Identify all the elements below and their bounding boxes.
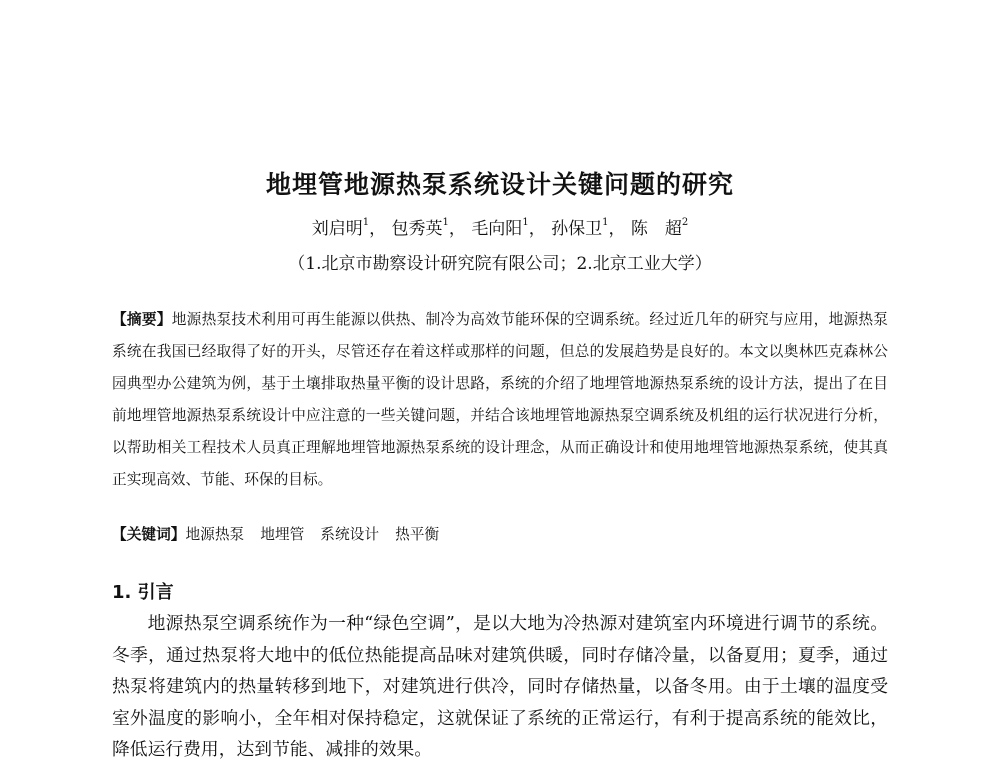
- author-affiliation-mark: 1: [522, 217, 529, 229]
- body-paragraph: 地源热泵空调系统作为一种“绿色空调”，是以大地为冷热源对建筑室内环境进行调节的系统。冬季，通过热泵将大地中的低位热能提高品味对建筑供暖，同时存储冷量，以备夏用；夏季，通过热泵将建筑内的热量转移到地下，对建筑进行供冷，同时存储热量，以备冬用。由于土壤的温度受室外温度的影响小，全年相对保持稳定，这就保证了系统的正常运行，有利于提高系统的能效比，降低运行费用，达到节能、减排的效果。: [112, 613, 888, 760]
- abstract-text: 地源热泵技术利用可再生能源以供热、制冷为高效节能环保的空调系统。经过近几年的研究与应用，地源热泵系统在我国已经取得了好的开头，尽管还存在着这样或那样的问题，但总的发展趋势是良好的。本文以奥林匹克森林公园典型办公建筑为例，基于土壤排取热量平衡的设计思路，系统的介绍了地埋管地源热泵系统的设计方法，提出了在目前地埋管地源热泵系统设计中应注意的一些关键问题，并结合该地埋管地源热泵空调系统及机组的运行状况进行分析，以帮助相关工程技术人员真正理解地埋管地源热泵系统的设计理念，从而正确设计和使用地埋管地源热泵系统，使其真正实现高效、节能、环保的目标。: [112, 311, 888, 488]
- abstract: [112, 304, 888, 496]
- author-name: 包秀英: [391, 219, 443, 239]
- keyword: 热平衡: [395, 526, 440, 543]
- author-affiliation-mark: 1: [602, 217, 609, 229]
- abstract-label: 【摘要】: [112, 311, 172, 328]
- keywords: [112, 521, 888, 549]
- affiliations: （1.北京市勘察设计研究院有限公司；2.北京工业大学）: [288, 254, 712, 274]
- keyword: 地源热泵: [185, 526, 245, 543]
- author-list: [0, 214, 1000, 239]
- author-separator: ，: [369, 219, 387, 239]
- keyword: 系统设计: [320, 526, 380, 543]
- section-heading: 1. 引言: [112, 582, 174, 603]
- author-affiliation-mark: 1: [442, 217, 449, 229]
- keywords-label: 【关键词】: [112, 526, 186, 543]
- author-name: 孙保卫: [551, 219, 603, 239]
- author-name: 刘启明: [311, 219, 363, 239]
- keyword: 地埋管: [260, 526, 305, 543]
- author-affiliation-mark: 2: [681, 217, 689, 229]
- author-separator: ，: [528, 219, 546, 239]
- author-separator: ，: [608, 219, 626, 239]
- paper-title: 地埋管地源热泵系统设计关键问题的研究: [265, 170, 734, 199]
- author-name: 毛向阳: [471, 219, 523, 239]
- author-affiliation-mark: 1: [362, 217, 370, 229]
- author-name: 陈 超: [630, 219, 682, 239]
- author-separator: ，: [448, 219, 466, 239]
